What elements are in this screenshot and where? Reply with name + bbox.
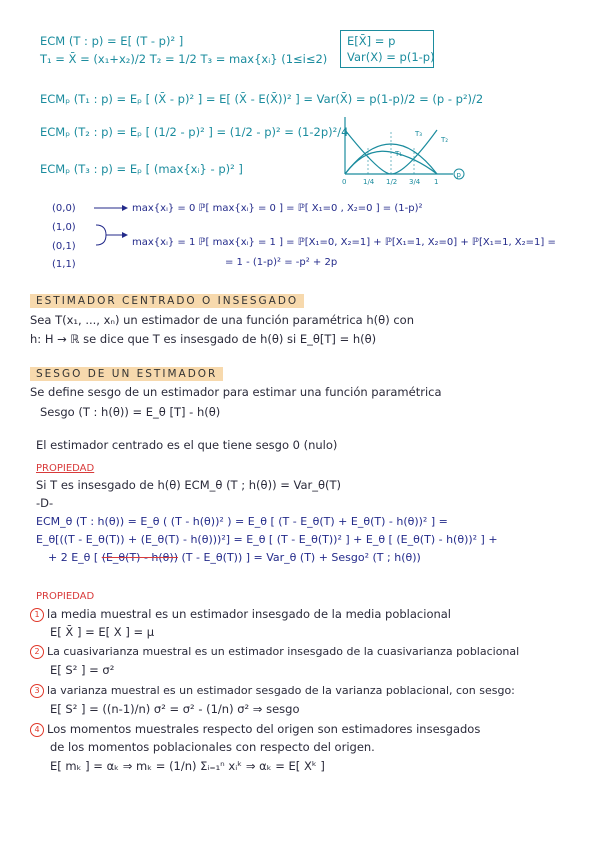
property-item-1-formula: E[ X̄ ] = E[ X ] = μ xyxy=(50,625,155,639)
tick-0: 0 xyxy=(342,178,347,186)
property-1-statement: Si T es insesgado de h(θ) ECM_θ (T ; h(θ)) = Var_θ(T) xyxy=(36,478,342,492)
property-item-4-formula: E[ mₖ ] = αₖ ⇒ mₖ = (1/n) Σᵢ₌₁ⁿ xᵢᵏ ⇒ αₖ = E[ Xᵏ ] xyxy=(50,759,325,773)
ecm-sketch-plot xyxy=(335,112,470,187)
variance-x: Var(X) = p(1-p) xyxy=(347,50,435,64)
property-item-1: 1 la media muestral es un estimador insesgado de la media poblacional xyxy=(30,607,451,622)
mean-x-bar: E[X̄] = p xyxy=(347,34,396,48)
tick-3: 3/4 xyxy=(409,178,421,186)
case-10: (1,0) xyxy=(52,222,76,233)
proof-line-1: ECM_θ (T : h(θ)) = E_θ ( (T - h(θ))² ) = E_θ [ (T - E_θ(T) + E_θ(T) - h(θ))² ] = xyxy=(36,515,448,528)
bias-formula: Sesgo (T : h(θ)) = E_θ [T] - h(θ) xyxy=(40,405,221,419)
centered-def-2: h: H → ℝ se dice que T es insesgado de h(θ) si E_θ[T] = h(θ) xyxy=(30,332,377,346)
property-item-2-formula: E[ S² ] = σ² xyxy=(50,663,115,677)
tick-1: 1/4 xyxy=(363,178,375,186)
heading-centered: ESTIMADOR CENTRADO O INSESGADO xyxy=(30,293,304,308)
heading-bias: SESGO DE UN ESTIMADOR xyxy=(30,366,223,381)
property-item-2: 2 La cuasivarianza muestral es un estimador insesgado de la cuasivarianza poblacional xyxy=(30,645,519,659)
property-label-2: PROPIEDAD xyxy=(36,591,95,602)
ecm-t3: ECMₚ (T₃ : p) = Eₚ [ (max{xᵢ} - p)² ] xyxy=(40,162,243,176)
label-t1: T₁ xyxy=(395,150,403,158)
max-zero-line: max{xᵢ} = 0 ℙ[ max{xᵢ} = 0 ] = ℙ[ X₁=0 , X₂=0 ] = (1-p)² xyxy=(132,203,423,214)
ecm-definition: ECM (T : p) = E[ (T - p)² ] xyxy=(40,34,184,48)
label-t3: T₃ xyxy=(415,130,423,138)
case-11: (1,1) xyxy=(52,259,76,270)
proof-marker: -D- xyxy=(36,496,54,510)
proof-line-3: + 2 E_θ [ (E_θ(T) - h(θ)) (T - E_θ(T)) ] = Var_θ (T) + Sesgo² (T ; h(θ)) xyxy=(48,551,421,564)
circled-p: p xyxy=(456,171,461,179)
cases-brace xyxy=(92,200,132,270)
proof-line-2: E_θ[((T - E_θ(T)) + (E_θ(T) - h(θ)))²] = E_θ [ (T - E_θ(T))² ] + E_θ [ (E_θ(T) - h(θ))² ] + xyxy=(36,533,498,546)
tick-2: 1/2 xyxy=(386,178,398,186)
property-item-4: 4 Los momentos muestrales respecto del origen son estimadores insesgados xyxy=(30,722,480,737)
tick-4: 1 xyxy=(434,178,439,186)
ecm-t2: ECMₚ (T₂ : p) = Eₚ [ (1/2 - p)² ] = (1/2 - p)² = (1-2p)²/4 xyxy=(40,125,349,139)
estimators-definition: T₁ = X̄ = (x₁+x₂)/2 T₂ = 1/2 T₃ = max{xᵢ} (1≤i≤2) xyxy=(40,52,328,66)
max-one-line: max{xᵢ} = 1 ℙ[ max{xᵢ} = 1 ] = ℙ[X₁=0, X₂=1] + ℙ[X₁=1, X₂=0] + ℙ[X₁=1, X₂=1] = xyxy=(132,237,556,248)
case-00: (0,0) xyxy=(52,203,76,214)
centered-def-1: Sea T(x₁, ..., xₙ) un estimador de una función paramétrica h(θ) con xyxy=(30,313,414,327)
property-label-1: PROPIEDAD xyxy=(36,463,95,474)
property-item-4-line-2: de los momentos poblacionales con respecto del origen. xyxy=(50,740,375,754)
bias-zero-note: El estimador centrado es el que tiene sesgo 0 (nulo) xyxy=(36,438,338,452)
ecm-t1: ECMₚ (T₁ : p) = Eₚ [ (X̄ - p)² ] = E[ (X̄ - E(X̄))² ] = Var(X̄) = p(1-p)/2 = (p - p²)/2 xyxy=(40,92,484,106)
label-t2: T₂ xyxy=(441,136,449,144)
max-one-result: = 1 - (1-p)² = -p² + 2p xyxy=(225,257,338,268)
property-item-3: 3 la varianza muestral es un estimador sesgado de la varianza poblacional, con sesgo: xyxy=(30,684,515,698)
moments-box xyxy=(340,30,434,68)
property-item-3-formula: E[ S² ] = ((n-1)/n) σ² = σ² - (1/n) σ² ⇒ sesgo xyxy=(50,702,300,716)
bias-def-1: Se define sesgo de un estimador para estimar una función paramétrica xyxy=(30,385,442,399)
case-01: (0,1) xyxy=(52,241,76,252)
